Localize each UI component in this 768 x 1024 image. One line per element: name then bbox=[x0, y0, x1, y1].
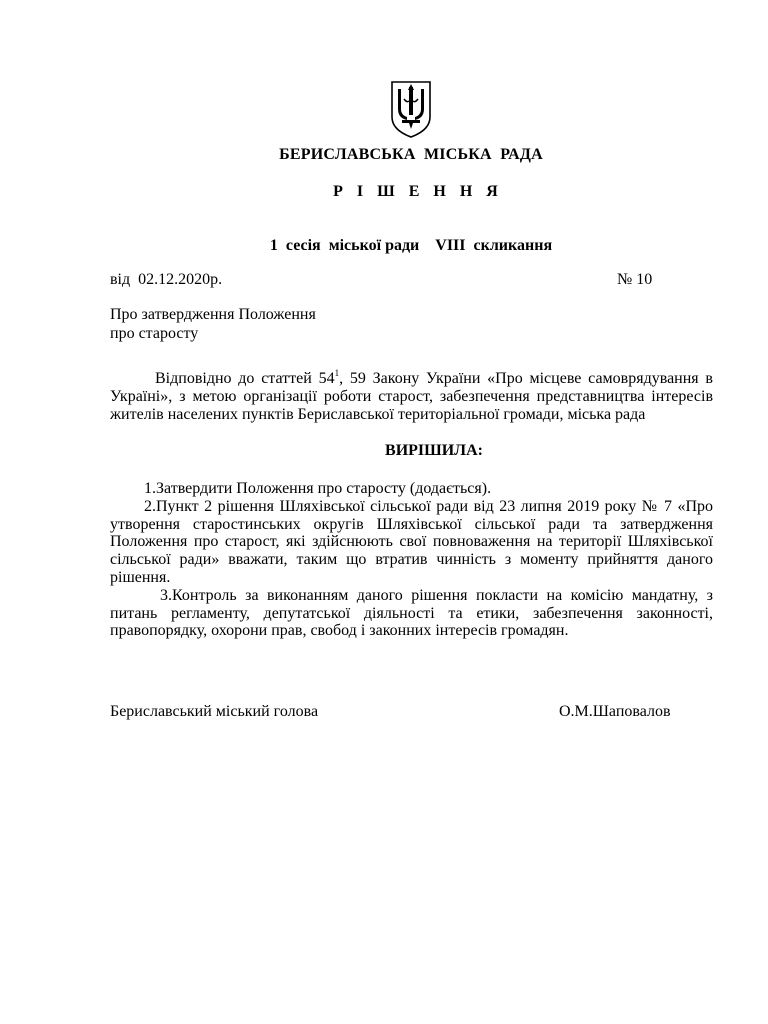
decision-item: 2.Пункт 2 рішення Шляхівської сільської ради від 23 липня 2019 року № 7 «Про утворення старостинських округів Шляхівської сільської ради та затвердження Положення про старост, які здійснюють свої повноваження на території Шляхівської сільської ради» вважати, таким що втратив чинність з моменту прийняття даного рішення. bbox=[110, 497, 713, 586]
preamble-text: , 59 Закону України «Про місцеве самоврядування в Україні», з метою організації роботи старост, забезпечення представництва інтересів жителів населених пунктів Бериславської територіальної громади, міська рада bbox=[110, 370, 713, 423]
subject-line: Про затвердження Положення bbox=[110, 306, 316, 323]
council-name: БЕРИСЛАВСЬКА МІСЬКА РАДА bbox=[279, 146, 543, 163]
resolved-heading: ВИРІШИЛА: bbox=[385, 442, 483, 459]
decision-item: 3.Контроль за виконанням даного рішення покласти на комісію мандатну, з питань регламенту, депутатської діяльності та етики, забезпечення законності, правопорядку, охорони прав, свобод і законних інтересів громадян. bbox=[110, 586, 713, 640]
trident-coat-of-arms-icon bbox=[388, 79, 434, 139]
decision-date: від 02.12.2020р. bbox=[110, 271, 223, 288]
signatory-name: О.М.Шаповалов bbox=[559, 703, 671, 720]
article-superscript: 1 bbox=[334, 368, 340, 378]
subject-line: про старосту bbox=[110, 325, 199, 342]
decision-items bbox=[110, 480, 713, 640]
document-type-heading: Р І Ш Е Н Н Я bbox=[333, 183, 503, 200]
decision-number: № 10 bbox=[617, 271, 653, 288]
signatory-title: Бериславський міський голова bbox=[110, 703, 319, 720]
decision-subject bbox=[110, 305, 316, 343]
preamble-paragraph bbox=[110, 370, 713, 423]
session-heading: 1 сесія міської ради VIII скликання bbox=[269, 237, 553, 254]
preamble-text: Відповідно до статтей 54 bbox=[155, 370, 335, 387]
decision-item: 1.Затвердити Положення про старосту (додається). bbox=[144, 480, 492, 497]
